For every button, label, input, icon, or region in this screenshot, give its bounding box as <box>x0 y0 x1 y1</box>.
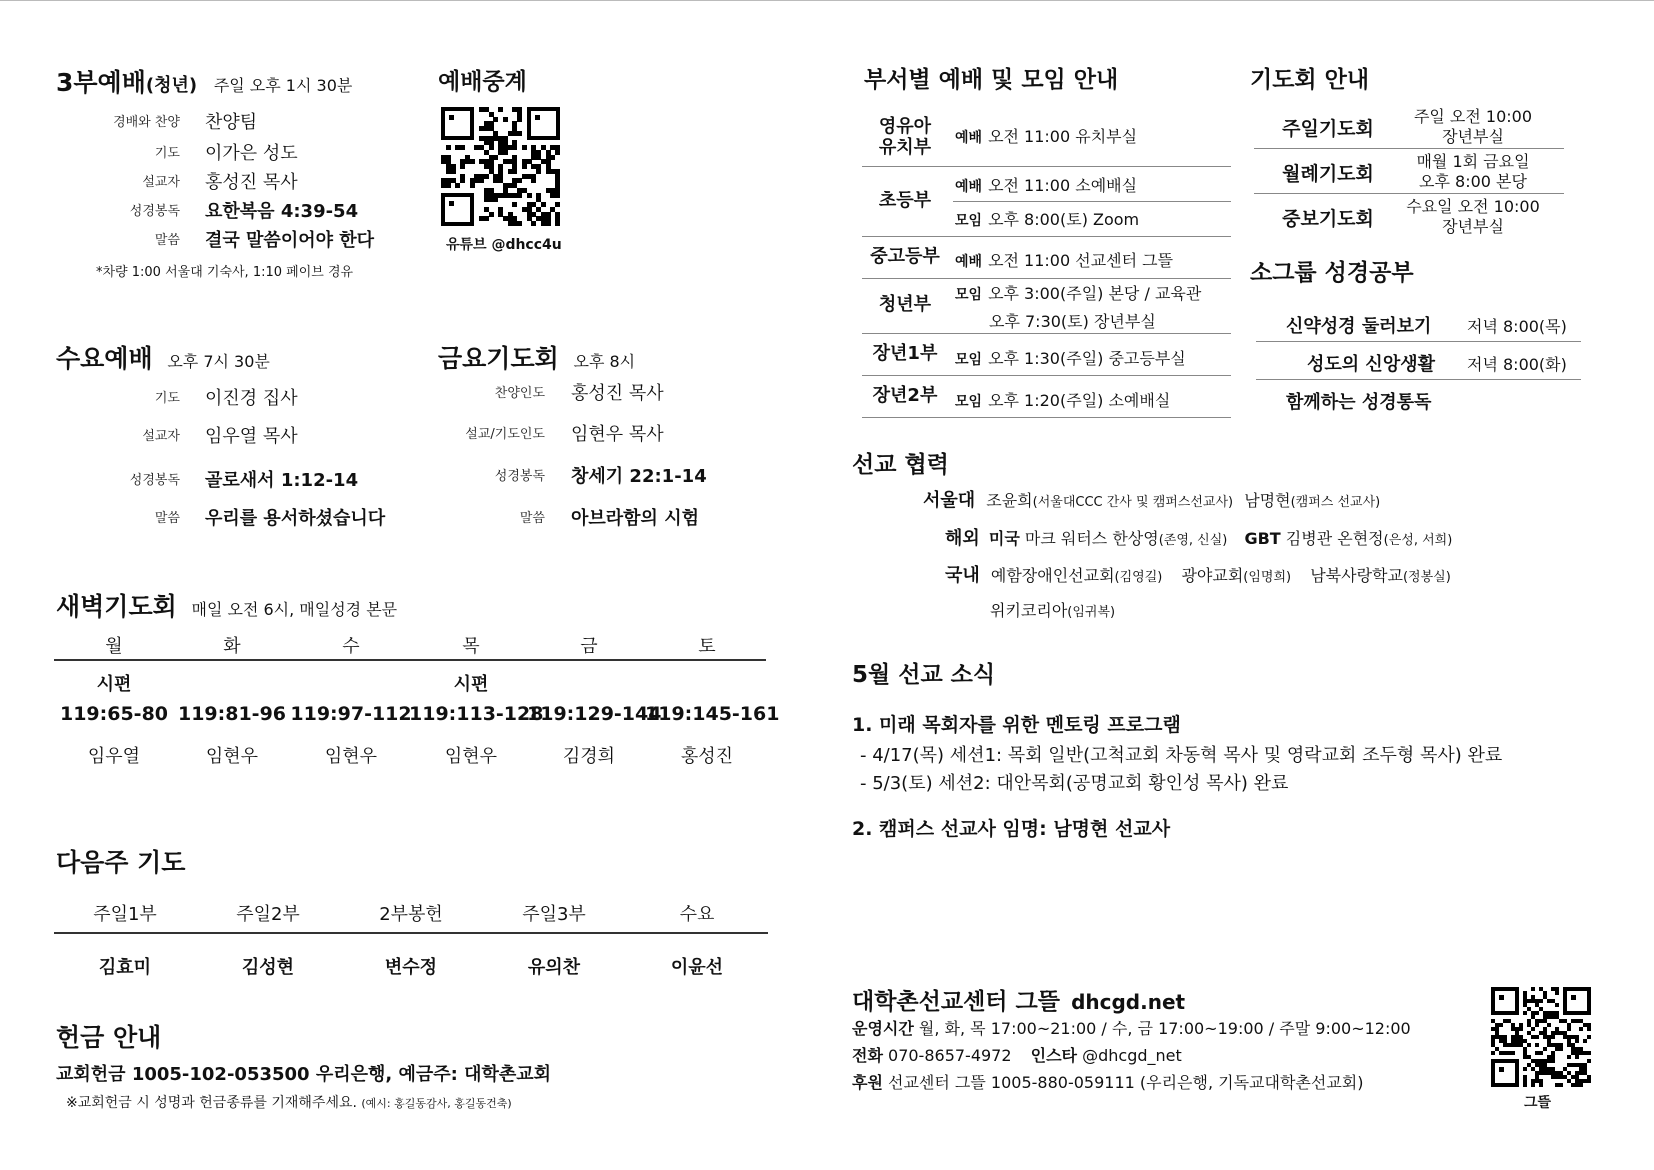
dawn-verse: 119:113-128 <box>409 703 544 725</box>
wednesday-label: 성경봉독 <box>129 473 180 488</box>
friday-label: 찬양인도 <box>494 386 545 401</box>
dawn-verse: 119:145-161 <box>645 703 780 725</box>
qr-module <box>503 150 508 155</box>
qr-module <box>555 202 560 207</box>
department-text: 오후 8:00(토) Zoom <box>988 210 1140 229</box>
service3-time: 주일 오후 1시 30분 <box>213 76 353 95</box>
department-text: 오전 11:00 선교센터 그뜰 <box>988 251 1174 270</box>
friday-time: 오후 8시 <box>573 352 636 371</box>
small-group-divider <box>1256 341 1581 342</box>
wednesday-value: 임우열 목사 <box>205 426 298 447</box>
dawn-book: 시편 <box>453 674 489 695</box>
department-kind: 모임 <box>955 394 983 410</box>
prayer-meeting-where: 장년부실 <box>1442 217 1504 236</box>
department-kind: 모임 <box>955 213 983 229</box>
dawn-leader: 임현우 <box>324 746 378 767</box>
news-item1: 1. 미래 목회자를 위한 멘토링 프로그램 <box>852 714 1181 736</box>
department-line <box>955 346 1186 369</box>
prayer-meeting-when: 주일 오전 10:00 <box>1413 107 1533 126</box>
dawn-verse: 119:65-80 <box>59 703 169 725</box>
qr-module <box>460 164 465 169</box>
friday-value: 창세기 22:1-14 <box>571 466 707 487</box>
small-group-name: 함께하는 성경통독 <box>1286 392 1432 413</box>
service3-value: 홍성진 목사 <box>205 172 298 193</box>
prayer-meetings-title: 기도회 안내 <box>1250 67 1370 93</box>
mission-abroad-gbt-text: 김병관 온현정 <box>1285 529 1384 548</box>
qr-module <box>1535 1035 1539 1039</box>
mission-domestic-note: (임명희) <box>1243 570 1292 585</box>
wednesday-label: 설교자 <box>142 429 180 444</box>
center-phone: 070-8657-4972 <box>888 1046 1012 1065</box>
department-text: 오전 11:00 유치부실 <box>988 127 1138 146</box>
news-item1-line: - 4/17(목) 세션1: 목회 일반(고척교회 차동혁 목사 및 영락교회 조두형 목사) 완료 <box>860 745 1503 766</box>
qr-module <box>517 193 522 198</box>
dawn-verse: 119:81-96 <box>177 703 287 725</box>
next-prayer-slot: 수요 <box>679 904 715 925</box>
center-hours <box>852 1016 1411 1039</box>
dawn-day: 월 <box>105 636 123 657</box>
dawn-leader: 임우열 <box>87 746 141 767</box>
mission-domestic-item: 광야교회 <box>1181 566 1244 585</box>
qr-module <box>1531 1027 1535 1031</box>
dawn-verse: 119:97-112 <box>290 703 412 725</box>
qr-module <box>546 221 551 226</box>
department-kind: 예배 <box>955 130 983 146</box>
mission-domestic-item: 예함장애인선교회 <box>990 566 1115 585</box>
department-line <box>955 173 1137 196</box>
qr-module <box>1559 1083 1563 1087</box>
service3-title-suffix: (청년) <box>145 75 198 96</box>
qr-finder <box>1491 1059 1519 1087</box>
qr-module <box>1567 1055 1571 1059</box>
dawn-day: 목 <box>462 636 480 657</box>
next-prayer-slot: 주일1부 <box>93 904 157 925</box>
service3-label: 설교자 <box>142 175 180 190</box>
broadcast-caption: 유튜브 @dhcc4u <box>446 237 562 253</box>
dawn-title <box>56 587 397 623</box>
next-prayer-name: 이윤선 <box>670 957 724 978</box>
mission-abroad-us-note: (존영, 신실) <box>1158 533 1228 548</box>
department-text: 오후 1:20(주일) 소예배실 <box>988 391 1171 410</box>
prayer-meeting-where: 오후 8:00 본당 <box>1419 172 1527 191</box>
qr-module <box>1523 1067 1527 1071</box>
offering-note-text: ※교회헌금 시 성명과 헌금종류를 기재해주세요. <box>66 1095 357 1111</box>
qr-module <box>1575 1039 1579 1043</box>
friday-title-text: 금요기도회 <box>438 344 559 373</box>
qr-module <box>512 169 517 174</box>
qr-module <box>517 221 522 226</box>
service3-value: 요한복음 4:39-54 <box>205 201 359 222</box>
dawn-day: 금 <box>580 636 598 657</box>
qr-module <box>1579 1083 1583 1087</box>
qr-module <box>550 155 555 160</box>
qr-module <box>512 202 517 207</box>
mission-abroad-gbt: GBT <box>1244 529 1281 548</box>
mission-abroad-us-text: 마크 워터스 한상영 <box>1024 529 1159 548</box>
dawn-time: 매일 오전 6시, 매일성경 본문 <box>191 600 398 619</box>
department-name: 초등부 <box>878 189 932 211</box>
dawn-book: 시편 <box>96 674 132 695</box>
qr-module <box>1531 987 1535 991</box>
next-prayer-name: 유의찬 <box>527 957 581 978</box>
qr-module <box>522 145 527 150</box>
qr-module <box>1539 999 1543 1003</box>
small-group-name: 성도의 신앙생활 <box>1307 354 1435 375</box>
center-title <box>852 983 1185 1016</box>
qr-module <box>451 169 456 174</box>
qr-module <box>531 178 536 183</box>
mission-seoul-label: 서울대 <box>923 490 976 511</box>
department-name: 영유아 유치부 <box>878 116 932 158</box>
qr-module <box>1587 1035 1591 1039</box>
offering-note-example: (예시: 홍길동감사, 홍길동건축) <box>361 1097 512 1110</box>
qr-module <box>1535 1023 1539 1027</box>
center-contact <box>852 1043 1182 1066</box>
offering-note <box>66 1092 512 1112</box>
center-qr-code[interactable] <box>1491 987 1591 1087</box>
qr-module <box>1587 1051 1591 1055</box>
friday-label: 말씀 <box>519 511 545 526</box>
prayer-meeting-when: 매월 1회 금요일 <box>1416 152 1530 171</box>
center-qr-caption: 그뜰 <box>1524 1095 1552 1111</box>
center-title-text: 대학촌선교센터 그뜰 <box>852 989 1060 1015</box>
prayer-meeting-name: 중보기도회 <box>1282 208 1374 230</box>
mission-domestic-note: (임귀복) <box>1067 605 1116 620</box>
department-text: 오후 3:00(주일) 본당 / 교육관 <box>988 284 1202 303</box>
qr-finder <box>527 107 560 140</box>
department-name: 장년1부 <box>872 342 938 364</box>
center-phone-label: 전화 <box>852 1046 883 1065</box>
mission-domestic-label: 국내 <box>945 565 980 586</box>
qr-module <box>517 117 522 122</box>
offering-account: 교회헌금 1005-102-053500 우리은행, 예금주: 대학촌교회 <box>56 1064 552 1085</box>
department-divider <box>862 417 1231 418</box>
news-item2: 2. 캠퍼스 선교사 임명: 남명현 선교사 <box>852 818 1171 840</box>
mission-abroad-label: 해외 <box>945 528 980 549</box>
service3-label: 성경봉독 <box>129 204 180 219</box>
mission-seoul-b-note: (캠퍼스 선교사) <box>1290 495 1381 510</box>
next-prayer-divider <box>54 932 768 934</box>
next-prayer-title: 다음주 기도 <box>56 848 186 877</box>
service3-label: 기도 <box>154 146 180 161</box>
page-edge <box>0 0 1654 1</box>
service3-value: 결국 말씀이어야 한다 <box>205 230 375 251</box>
news-item1-line: - 5/3(토) 세션2: 대안목회(공명교회 황인성 목사) 완료 <box>860 773 1289 794</box>
next-prayer-slot: 주일3부 <box>522 904 586 925</box>
center-support-value: 선교센터 그뜰 1005-880-059111 (우리은행, 기독교대학촌선교회) <box>888 1073 1364 1092</box>
center-hours-value: 월, 화, 목 17:00~21:00 / 수, 금 17:00~19:00 / 주말 9:00~12:00 <box>918 1019 1411 1038</box>
friday-label: 설교/기도인도 <box>465 427 545 442</box>
qr-module <box>1535 1043 1539 1047</box>
wednesday-time: 오후 7시 30분 <box>167 352 270 371</box>
qr-finder <box>441 193 474 226</box>
qr-module <box>555 221 560 226</box>
dawn-day: 화 <box>223 636 241 657</box>
next-prayer-slot: 주일2부 <box>236 904 300 925</box>
department-kind: 예배 <box>955 254 983 270</box>
qr-module <box>493 155 498 160</box>
mission-domestic-2 <box>990 598 1115 621</box>
qr-module <box>470 183 475 188</box>
friday-value: 홍성진 목사 <box>571 383 664 404</box>
qr-module <box>1587 1059 1591 1063</box>
department-name: 청년부 <box>878 294 932 316</box>
qr-module <box>1579 1027 1583 1031</box>
center-site: dhcgd.net <box>1071 990 1186 1014</box>
mission-domestic-item: 남북사랑학교 <box>1310 566 1403 585</box>
qr-module <box>1543 1047 1547 1051</box>
prayer-meeting-name: 월례기도회 <box>1282 163 1374 185</box>
qr-module <box>1535 1011 1539 1015</box>
department-text: 오전 11:00 소예배실 <box>988 176 1138 195</box>
qr-module <box>1511 1051 1515 1055</box>
qr-module <box>1587 1079 1591 1083</box>
qr-module <box>446 145 451 150</box>
mission-abroad-gbt-note: (은성, 서희) <box>1383 533 1453 548</box>
wednesday-label: 말씀 <box>154 511 180 526</box>
dawn-divider <box>54 659 766 661</box>
small-group-title: 소그룹 성경공부 <box>1250 260 1414 286</box>
mission-abroad <box>945 524 1452 550</box>
qr-finder <box>1563 987 1591 1015</box>
center-insta: @dhcgd_net <box>1082 1046 1182 1065</box>
qr-module <box>489 145 494 150</box>
department-kind: 모임 <box>955 287 983 303</box>
next-prayer-slot: 2부봉헌 <box>379 904 443 925</box>
department-line <box>955 248 1173 271</box>
qr-module <box>1583 1039 1587 1043</box>
qr-module <box>1531 1083 1535 1087</box>
next-prayer-name: 김효미 <box>98 957 152 978</box>
center-hours-label: 운영시간 <box>852 1019 914 1038</box>
wednesday-value: 우리를 용서하셨습니다 <box>205 508 386 529</box>
friday-label: 성경봉독 <box>494 469 545 484</box>
qr-module <box>1559 1047 1563 1051</box>
center-insta-label: 인스타 <box>1030 1046 1078 1065</box>
qr-module <box>536 169 541 174</box>
qr-module <box>512 145 517 150</box>
qr-module <box>531 221 536 226</box>
center-support <box>852 1070 1363 1093</box>
qr-module <box>498 107 503 112</box>
qr-module <box>527 193 532 198</box>
mission-seoul-a-note: (서울대CCC 간사 및 캠퍼스선교사) <box>1032 495 1234 510</box>
dawn-title-text: 새벽기도회 <box>56 592 177 621</box>
qr-module <box>522 164 527 169</box>
qr-module <box>1551 1059 1555 1063</box>
qr-module <box>1587 1027 1591 1031</box>
qr-module <box>446 183 451 188</box>
mission-domestic-item: 위키코리아 <box>990 601 1068 620</box>
qr-module <box>1527 1043 1531 1047</box>
mission-domestic <box>945 561 1451 587</box>
broadcast-title: 예배중계 <box>438 69 527 95</box>
qr-module <box>541 202 546 207</box>
qr-module <box>455 183 460 188</box>
departments-title: 부서별 예배 및 모임 안내 <box>864 67 1119 93</box>
wednesday-label: 기도 <box>154 391 180 406</box>
small-group-time: 저녁 8:00(목) <box>1467 317 1567 336</box>
youtube-qr-code[interactable] <box>441 107 560 226</box>
qr-module <box>1555 1003 1559 1007</box>
service3-value: 찬양팀 <box>205 112 258 133</box>
department-line <box>955 124 1137 147</box>
service3-title-text: 3부예배 <box>56 68 146 97</box>
qr-module <box>1523 1083 1527 1087</box>
dawn-leader: 임현우 <box>205 746 259 767</box>
wednesday-title-text: 수요예배 <box>56 344 153 373</box>
service3-title <box>56 63 352 99</box>
qr-module <box>1547 1023 1551 1027</box>
qr-module <box>503 117 508 122</box>
qr-module <box>1551 1035 1555 1039</box>
wednesday-title <box>56 339 270 375</box>
prayer-meeting-where: 장년부실 <box>1442 127 1504 146</box>
dawn-day: 수 <box>342 636 360 657</box>
qr-finder <box>441 107 474 140</box>
qr-module <box>470 159 475 164</box>
qr-module <box>493 117 498 122</box>
qr-module <box>493 197 498 202</box>
dawn-day: 토 <box>698 636 716 657</box>
dawn-leader: 임현우 <box>444 746 498 767</box>
qr-module <box>1555 991 1559 995</box>
department-kind: 예배 <box>955 179 983 195</box>
dawn-leader: 김경희 <box>562 746 616 767</box>
wednesday-value: 골로새서 1:12-14 <box>205 470 359 491</box>
department-subdivider <box>953 201 1231 202</box>
mission-title: 선교 협력 <box>852 452 949 478</box>
qr-module <box>1499 1023 1503 1027</box>
news-title: 5월 선교 소식 <box>852 662 996 688</box>
qr-module <box>1567 1027 1571 1031</box>
mission-domestic-note: (정봉실) <box>1402 570 1451 585</box>
small-group-time: 저녁 8:00(화) <box>1467 355 1567 374</box>
qr-module <box>484 216 489 221</box>
qr-module <box>460 145 465 150</box>
dawn-verse: 119:129-144 <box>527 703 662 725</box>
center-support-label: 후원 <box>852 1073 883 1092</box>
prayer-meeting-when: 수요일 오전 10:00 <box>1406 197 1540 216</box>
qr-module <box>1523 1011 1527 1015</box>
department-line <box>955 207 1139 230</box>
department-name: 중고등부 <box>870 245 940 267</box>
prayer-meeting-name: 주일기도회 <box>1282 118 1374 140</box>
offering-title: 헌금 안내 <box>56 1023 162 1052</box>
service3-note: *차량 1:00 서울대 기숙사, 1:10 페이브 경유 <box>96 265 354 280</box>
friday-value: 아브라함의 시험 <box>571 508 699 529</box>
friday-title <box>438 339 635 375</box>
qr-module <box>479 178 484 183</box>
mission-abroad-us: 미국 <box>988 529 1020 548</box>
qr-module <box>1575 1055 1579 1059</box>
qr-module <box>517 178 522 183</box>
qr-module <box>1519 1027 1523 1031</box>
next-prayer-name: 변수정 <box>384 957 438 978</box>
mission-seoul-b: 남명현 <box>1244 491 1291 510</box>
qr-module <box>1539 1083 1543 1087</box>
qr-module <box>484 174 489 179</box>
department-kind: 모임 <box>955 352 983 368</box>
next-prayer-name: 김성현 <box>241 957 295 978</box>
mission-seoul-a: 조윤희 <box>986 491 1033 510</box>
department-line <box>955 309 1156 332</box>
qr-module <box>489 212 494 217</box>
service3-value: 이가은 성도 <box>205 143 298 164</box>
friday-value: 임현우 목사 <box>571 424 664 445</box>
qr-module <box>555 150 560 155</box>
small-group-name: 신약성경 둘러보기 <box>1286 316 1432 337</box>
department-line <box>955 388 1170 411</box>
department-line <box>955 281 1201 304</box>
small-group-divider <box>1256 379 1581 380</box>
qr-module <box>1539 1051 1543 1055</box>
qr-module <box>517 131 522 136</box>
department-name: 장년2부 <box>872 384 938 406</box>
department-text: 오후 7:30(토) 장년부실 <box>989 312 1156 331</box>
service3-label: 경배와 찬양 <box>113 115 180 130</box>
dawn-leader: 홍성진 <box>680 746 734 767</box>
department-text: 오후 1:30(주일) 중고등부실 <box>988 349 1186 368</box>
mission-seoul <box>923 486 1380 512</box>
mission-domestic-note: (김영길) <box>1114 570 1163 585</box>
qr-module <box>460 178 465 183</box>
qr-module <box>1491 1051 1495 1055</box>
service3-label: 말씀 <box>154 233 180 248</box>
qr-finder <box>1491 987 1519 1015</box>
wednesday-value: 이진경 집사 <box>205 388 298 409</box>
qr-module <box>555 193 560 198</box>
